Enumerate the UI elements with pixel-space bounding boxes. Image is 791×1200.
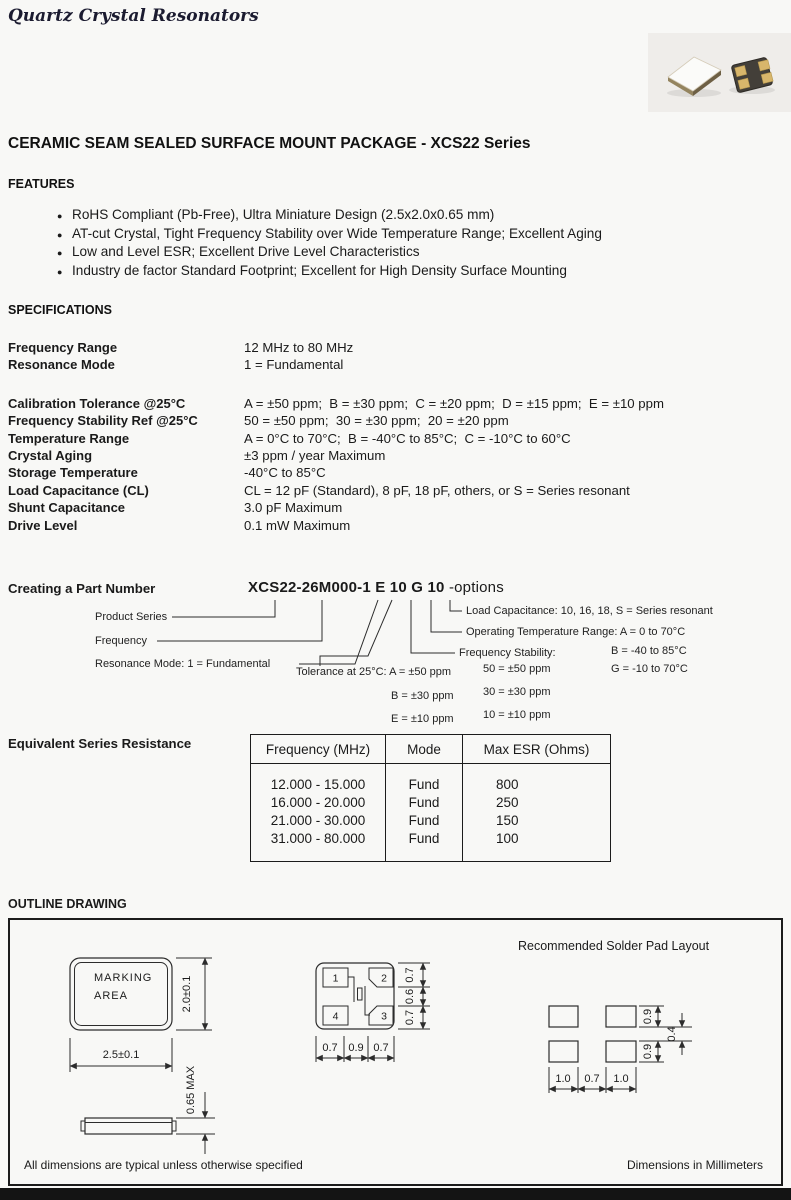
spec-value: A = ±50 ppm; B = ±30 ppm; C = ±20 ppm; D = ±15 ppm; E = ±10 ppm [244, 395, 664, 411]
solder-bottom-dim-center: 0.7 [584, 1073, 600, 1085]
features-heading: FEATURES [8, 177, 75, 191]
spec-row [8, 339, 783, 356]
pad-view-bottom-dim-center: 0.9 [348, 1042, 364, 1054]
spec-row [8, 499, 783, 516]
spec-row [8, 430, 783, 447]
page-title: CERAMIC SEAM SEALED SURFACE MOUNT PACKAGE - XCS22 Series [8, 135, 531, 152]
pad-1-label: 1 [332, 972, 339, 985]
pn-label-product-series: Product Series [95, 611, 168, 623]
top-view-drawing [70, 958, 212, 1072]
solder-right-dim-gap: 0.4 [665, 1026, 678, 1042]
feature-item: ● Industry de factor Standard Footprint; Excellent for High Density Surface Mounting [0, 262, 760, 281]
spec-value: 1 = Fundamental [244, 357, 344, 373]
esr-cell-mode: Fund [386, 811, 463, 829]
spec-value: 50 = ±50 ppm; 30 = ±30 ppm; 20 = ±20 ppm [244, 413, 509, 429]
feature-item: ● RoHS Compliant (Pb-Free), Ultra Miniature Design (2.5x2.0x0.65 mm) [0, 206, 760, 225]
solder-right-dim-top: 0.9 [641, 1008, 654, 1025]
esr-cell-frequency: 21.000 - 30.000 [270, 812, 366, 828]
esr-table [250, 734, 611, 862]
pn-label-tolerance-a: Tolerance at 25°C: A = ±50 ppm [296, 666, 452, 678]
specifications-heading: SPECIFICATIONS [8, 303, 112, 317]
outline-drawing-box [8, 918, 783, 1186]
specifications-list [8, 339, 783, 534]
table-row [251, 811, 611, 829]
pad-3-label: 3 [381, 1010, 387, 1023]
part-number-code [248, 579, 504, 596]
solder-bottom-dim-right: 1.0 [613, 1073, 629, 1085]
marking-area-label-line2: AREA [94, 990, 128, 1002]
esr-col-mode: Mode [386, 735, 463, 764]
outline-footer-units: Dimensions in Millimeters [626, 1158, 763, 1172]
esr-cell-maxesr: 100 [463, 829, 611, 862]
pn-label-stability-30: 30 = ±30 ppm [483, 686, 551, 698]
spec-row [8, 517, 783, 534]
top-view-height-dim: 2.0±0.1 [180, 975, 193, 1013]
crystal-symbol [348, 977, 370, 1015]
table-row [251, 793, 611, 811]
esr-cell-maxesr: 800 [463, 764, 611, 794]
feature-item: ● Low and Level ESR; Excellent Drive Level Characteristics [0, 243, 760, 262]
pn-label-tolerance-e: E = ±10 ppm [391, 713, 454, 725]
features-list [0, 206, 760, 280]
esr-cell-mode: Fund [386, 829, 463, 862]
outline-drawing [10, 920, 781, 1156]
pn-label-tolerance-b: B = ±30 ppm [391, 690, 454, 702]
spec-value: CL = 12 pF (Standard), 8 pF, 18 pF, others, or S = Series resonant [244, 482, 630, 498]
spec-label: Shunt Capacitance [8, 500, 126, 516]
part-number-heading: Creating a Part Number [8, 581, 156, 596]
esr-cell-maxesr: 250 [463, 793, 611, 811]
esr-header-row [251, 735, 611, 764]
solder-pad-layout-drawing [518, 939, 710, 1093]
table-row [251, 829, 611, 862]
esr-cell-frequency: 12.000 - 15.000 [270, 776, 366, 792]
outline-drawing-heading: OUTLINE DRAWING [8, 897, 127, 911]
pad-view-right-dim-top: 0.7 [403, 967, 416, 983]
esr-cell-mode: Fund [386, 793, 463, 811]
spec-value: 12 MHz to 80 MHz [244, 340, 354, 355]
esr-col-maxesr: Max ESR (Ohms) [463, 735, 611, 764]
spec-label: Crystal Aging [8, 448, 93, 464]
spec-value: -40°C to 85°C [244, 465, 326, 481]
side-view-drawing [81, 1065, 215, 1154]
pn-label-stability-10: 10 = ±10 ppm [483, 709, 551, 721]
spec-label: Drive Level [8, 517, 78, 533]
pn-label-stability-50: 50 = ±50 ppm [483, 663, 551, 675]
pad-view-bottom-dim-right: 0.7 [373, 1042, 389, 1054]
spec-label: Load Capacitance (CL) [8, 482, 149, 498]
outline-footer-note: All dimensions are typical unless otherwise specified [24, 1158, 303, 1172]
top-view-width-dim: 2.5±0.1 [102, 1049, 140, 1061]
spec-label: Frequency Range [8, 340, 118, 355]
spec-row [8, 464, 783, 481]
part-number-code-suffix: -options [444, 579, 504, 596]
pad-view-right-dim-middle: 0.6 [403, 988, 416, 1005]
esr-col-frequency: Frequency (MHz) [251, 735, 386, 764]
brand-title: Quartz Crystal Resonators [8, 6, 259, 26]
pad-2-label: 2 [381, 972, 387, 985]
marking-area-label-line1: MARKING [94, 972, 153, 984]
spec-row [8, 482, 783, 499]
esr-cell-frequency: 31.000 - 80.000 [270, 830, 366, 846]
solder-pad-layout-title: Recommended Solder Pad Layout [518, 939, 710, 953]
spec-label: Frequency Stability Ref @25°C [8, 413, 198, 429]
esr-cell-maxesr: 150 [463, 811, 611, 829]
pad-view-drawing [316, 963, 430, 1062]
pn-label-frequency: Frequency [95, 635, 147, 647]
pad-view-bottom-dim-left: 0.7 [322, 1042, 338, 1054]
spec-row [8, 356, 783, 373]
solder-right-dim-bottom: 0.9 [641, 1043, 654, 1060]
product-photo-image [648, 33, 791, 112]
product-photo [648, 33, 791, 112]
spec-label: Calibration Tolerance @25°C [8, 395, 186, 411]
pad-view-right-dim-bottom: 0.7 [403, 1009, 416, 1026]
pad-4-label: 4 [332, 1010, 339, 1023]
spec-row [8, 412, 783, 429]
pn-label-resonance-mode: Resonance Mode: 1 = Fundamental [95, 658, 271, 670]
side-view-thickness-dim: 0.65 MAX [184, 1065, 197, 1115]
pn-label-load-capacitance: Load Capacitance: 10, 16, 18, S = Series resonant [466, 605, 713, 617]
esr-heading: Equivalent Series Resistance [8, 736, 192, 751]
esr-cell-frequency: 16.000 - 20.000 [270, 794, 366, 810]
spec-label: Storage Temperature [8, 465, 138, 481]
pn-label-operating-temp: Operating Temperature Range: A = 0 to 70°C [466, 626, 686, 638]
spec-value: 0.1 mW Maximum [244, 517, 351, 533]
part-number-code-bold: XCS22-26M000-1 E 10 G 10 [248, 579, 445, 596]
feature-item: ● AT-cut Crystal, Tight Frequency Stability over Wide Temperature Range; Excellent Aging [0, 225, 760, 244]
pn-label-operating-temp-b: B = -40 to 85°C [611, 645, 687, 657]
table-row [251, 764, 611, 794]
spec-value: 3.0 pF Maximum [244, 500, 343, 516]
esr-cell-mode: Fund [386, 764, 463, 794]
spec-row [8, 395, 783, 412]
pn-label-stability: Frequency Stability: [459, 647, 556, 659]
spec-value: A = 0°C to 70°C; B = -40°C to 85°C; C = -10°C to 60°C [244, 430, 571, 446]
solder-bottom-dim-left: 1.0 [555, 1073, 571, 1085]
pn-label-operating-temp-g: G = -10 to 70°C [611, 663, 688, 675]
spec-value: ±3 ppm / year Maximum [244, 448, 386, 464]
spec-label: Temperature Range [8, 430, 130, 446]
spec-row [8, 447, 783, 464]
spec-label: Resonance Mode [8, 357, 115, 373]
bottom-bar [0, 1188, 791, 1200]
